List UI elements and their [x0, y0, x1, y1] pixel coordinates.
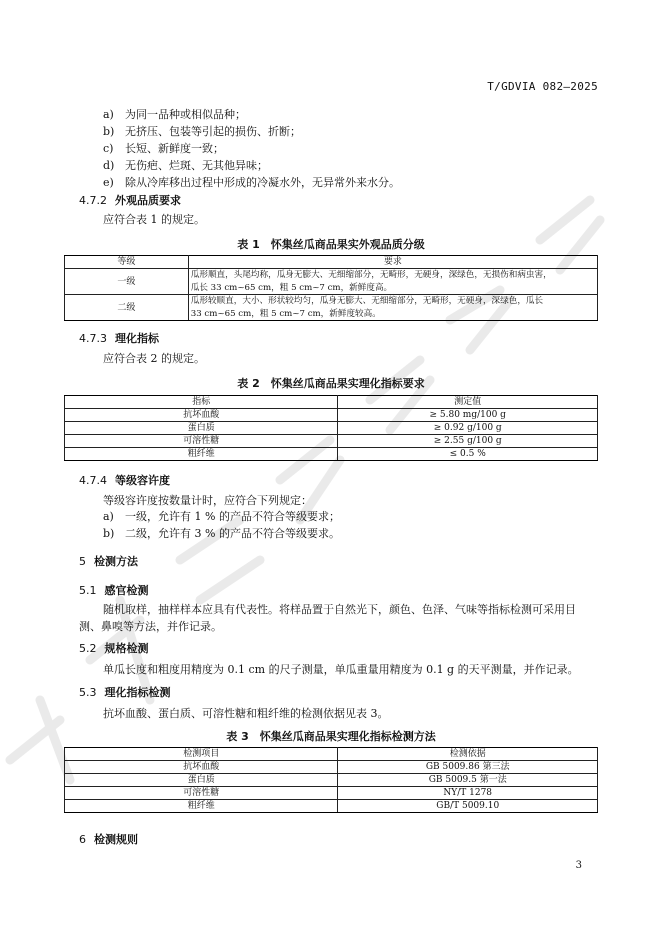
table-header: 指标 [65, 396, 338, 409]
table-1 [64, 255, 598, 321]
table-header: 测定值 [338, 396, 598, 409]
section-paragraph: 单瓜长度和粗度用精度为 0.1 cm 的尺子测量，单瓜重量用精度为 0.1 g 的天平测量，并作记录。 [103, 663, 579, 676]
table-row: 二级 瓜形较顺直，大小、形状较均匀，瓜身无膨大、无细缩部分，无畸形，无硬身，深绿色，瓜长 33 cm~65 cm，粗 5 cm~7 cm，新鲜度较高。 [65, 295, 598, 321]
table-row: 可溶性糖 ≥ 2.55 g/100 g [65, 435, 598, 448]
section-paragraph: 随机取样，抽样样本应具有代表性。将样品置于自然光下，颜色、色泽、气味等指标检测可采用目 [103, 603, 576, 616]
section-paragraph: 应符合表 1 的规定。 [103, 213, 205, 226]
table-row: 可溶性糖 NY/T 1278 [65, 787, 598, 800]
table-row: 蛋白质 GB 5009.5 第一法 [65, 774, 598, 787]
section-heading-4-7-3: 4.7.3 理化指标 [79, 332, 159, 345]
table-header: 检测依据 [338, 748, 598, 761]
section-paragraph: 应符合表 2 的规定。 [103, 352, 205, 365]
list-item: e) 除从冷库移出过程中形成的冷凝水外，无异常外来水分。 [103, 176, 400, 189]
page-number: 3 [575, 860, 582, 871]
table-3 [64, 747, 598, 813]
requirements-list [103, 106, 603, 191]
list-item: d) 无伤疤、烂斑、无其他异味； [103, 159, 268, 172]
table-header: 等级 [65, 256, 189, 269]
section-heading-5: 5 检测方法 [79, 555, 138, 568]
table-2 [64, 395, 598, 461]
list-item: b) 无挤压、包装等引起的损伤、折断； [103, 125, 301, 138]
table-row: 粗纤维 ≤ 0.5 % [65, 448, 598, 461]
table-row: 蛋白质 ≥ 0.92 g/100 g [65, 422, 598, 435]
table-2-caption: 表 2 怀集丝瓜商品果实理化指标要求 [237, 377, 425, 390]
table-row: 一级 瓜形顺直，头尾均称，瓜身无膨大、无细缩部分，无畸形，无硬身，深绿色，无损伤和病虫害， 瓜长 33 cm~65 cm，粗 5 cm~7 cm，新鲜度高。 [65, 269, 598, 295]
section-heading-4-7-4: 4.7.4 等级容许度 [79, 474, 170, 487]
list-item: a) 为同一品种或相似品种； [103, 108, 246, 121]
table-header: 检测项目 [65, 748, 338, 761]
table-header: 要求 [188, 256, 597, 269]
list-item: a) 一级，允许有 1 % 的产品不符合等级要求； [103, 510, 340, 523]
table-1-caption: 表 1 怀集丝瓜商品果实外观品质分级 [237, 238, 425, 251]
table-row: 抗坏血酸 ≥ 5.80 mg/100 g [65, 409, 598, 422]
section-heading-6: 6 检测规则 [79, 833, 138, 846]
table-3-caption: 表 3 怀集丝瓜商品果实理化指标检测方法 [226, 730, 436, 743]
tolerance-list [103, 508, 603, 542]
document-code: T/GDVIA 082—2025 [487, 80, 598, 93]
section-paragraph-continued: 测、鼻嗅等方法，并作记录。 [79, 620, 222, 633]
section-paragraph: 等级容许度按数量计时，应符合下列规定： [103, 494, 312, 507]
section-paragraph: 抗坏血酸、蛋白质、可溶性糖和粗纤维的检测依据见表 3。 [103, 707, 389, 720]
section-heading-5-3: 5.3 理化指标检测 [79, 686, 171, 699]
section-heading-5-1: 5.1 感官检测 [79, 584, 149, 597]
section-heading-4-7-2: 4.7.2 外观品质要求 [79, 194, 181, 207]
table-row: 抗坏血酸 GB 5009.86 第三法 [65, 761, 598, 774]
section-heading-5-2: 5.2 规格检测 [79, 642, 149, 655]
list-item: b) 二级，允许有 3 % 的产品不符合等级要求。 [103, 527, 340, 540]
table-row: 粗纤维 GB/T 5009.10 [65, 800, 598, 813]
list-item: c) 长短、新鲜度一致； [103, 142, 224, 155]
